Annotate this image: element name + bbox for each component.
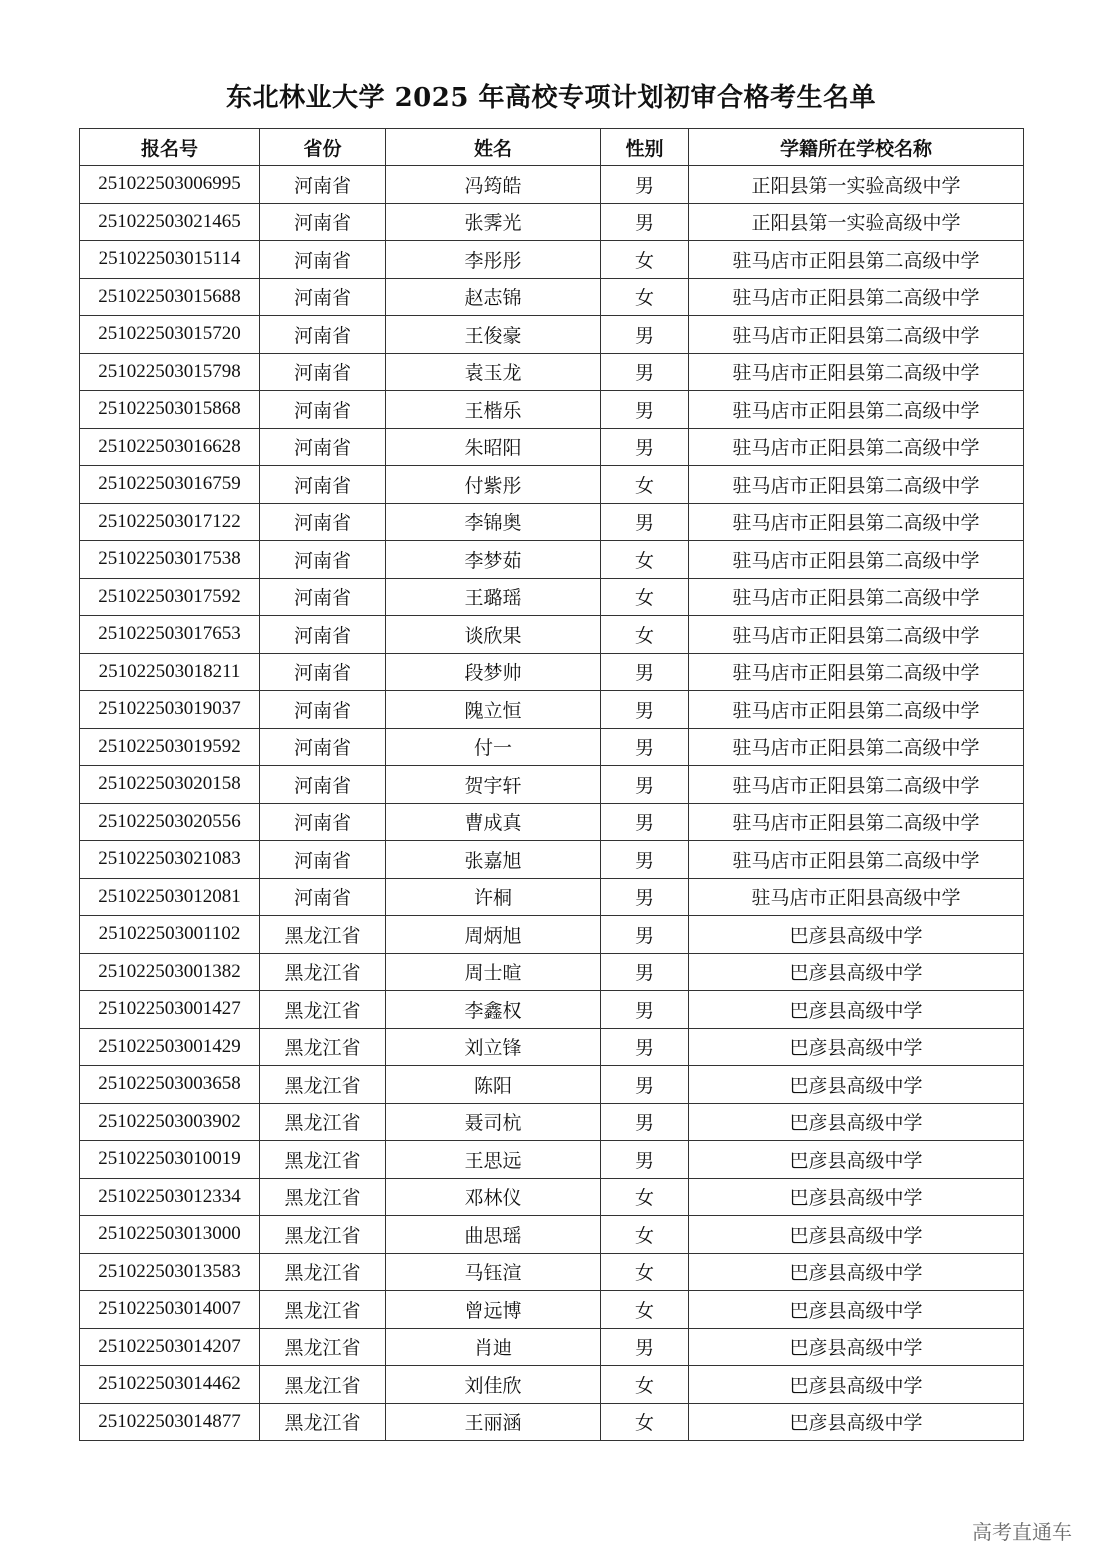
table-body: [80, 166, 1024, 1441]
table-header-row: [80, 129, 1024, 166]
cell-gender: 女: [601, 1291, 689, 1329]
cell-province: 黑龙江省: [260, 1291, 386, 1329]
cell-province: 河南省: [260, 391, 386, 429]
cell-province: 河南省: [260, 616, 386, 654]
table-row: [80, 841, 1024, 879]
cell-school: 巴彦县高级中学: [689, 1178, 1024, 1216]
table-row: [80, 916, 1024, 954]
cell-name: 张嘉旭: [386, 841, 601, 879]
cell-province: 黑龙江省: [260, 1103, 386, 1141]
cell-registration-number: 251022503003658: [80, 1066, 260, 1104]
cell-school: 驻马店市正阳县第二高级中学: [689, 503, 1024, 541]
cell-registration-number: 251022503013583: [80, 1253, 260, 1291]
cell-school: 驻马店市正阳县第二高级中学: [689, 241, 1024, 279]
cell-gender: 男: [601, 728, 689, 766]
cell-province: 黑龙江省: [260, 953, 386, 991]
cell-gender: 女: [601, 1403, 689, 1441]
cell-province: 河南省: [260, 691, 386, 729]
cell-school: 正阳县第一实验高级中学: [689, 203, 1024, 241]
cell-gender: 女: [601, 1216, 689, 1254]
table-row: [80, 203, 1024, 241]
cell-registration-number: 251022503010019: [80, 1141, 260, 1179]
cell-gender: 女: [601, 1178, 689, 1216]
cell-name: 朱昭阳: [386, 428, 601, 466]
cell-registration-number: 251022503012334: [80, 1178, 260, 1216]
cell-name: 刘立锋: [386, 1028, 601, 1066]
cell-province: 黑龙江省: [260, 1253, 386, 1291]
cell-name: 王丽涵: [386, 1403, 601, 1441]
cell-name: 王俊豪: [386, 316, 601, 354]
cell-name: 曲思瑶: [386, 1216, 601, 1254]
cell-registration-number: 251022503021465: [80, 203, 260, 241]
table-row: [80, 953, 1024, 991]
cell-school: 驻马店市正阳县第二高级中学: [689, 728, 1024, 766]
cell-registration-number: 251022503019037: [80, 691, 260, 729]
cell-name: 张霁光: [386, 203, 601, 241]
cell-name: 许桐: [386, 878, 601, 916]
cell-registration-number: 251022503021083: [80, 841, 260, 879]
cell-gender: 男: [601, 203, 689, 241]
table-row: [80, 766, 1024, 804]
cell-name: 聂司杭: [386, 1103, 601, 1141]
cell-province: 河南省: [260, 503, 386, 541]
table-row: [80, 1066, 1024, 1104]
cell-registration-number: 251022503001427: [80, 991, 260, 1029]
table-row: [80, 1028, 1024, 1066]
table-row: [80, 278, 1024, 316]
cell-province: 河南省: [260, 166, 386, 204]
cell-school: 驻马店市正阳县第二高级中学: [689, 353, 1024, 391]
cell-province: 黑龙江省: [260, 916, 386, 954]
cell-gender: 男: [601, 1103, 689, 1141]
cell-gender: 女: [601, 1366, 689, 1404]
cell-gender: 男: [601, 503, 689, 541]
table-row: [80, 353, 1024, 391]
cell-name: 段梦帅: [386, 653, 601, 691]
table-row: [80, 541, 1024, 579]
cell-registration-number: 251022503017538: [80, 541, 260, 579]
table-row: [80, 1253, 1024, 1291]
cell-school: 巴彦县高级中学: [689, 1403, 1024, 1441]
cell-school: 巴彦县高级中学: [689, 1216, 1024, 1254]
cell-school: 巴彦县高级中学: [689, 1366, 1024, 1404]
cell-gender: 男: [601, 803, 689, 841]
cell-name: 冯筠皓: [386, 166, 601, 204]
cell-gender: 男: [601, 841, 689, 879]
column-header-registration-number: 报名号: [80, 129, 260, 166]
cell-registration-number: 251022503014007: [80, 1291, 260, 1329]
cell-school: 驻马店市正阳县第二高级中学: [689, 428, 1024, 466]
table-row: [80, 466, 1024, 504]
cell-province: 黑龙江省: [260, 1403, 386, 1441]
cell-province: 黑龙江省: [260, 1178, 386, 1216]
column-header-school: 学籍所在学校名称: [689, 129, 1024, 166]
cell-school: 驻马店市正阳县第二高级中学: [689, 691, 1024, 729]
cell-registration-number: 251022503014207: [80, 1328, 260, 1366]
cell-school: 驻马店市正阳县第二高级中学: [689, 316, 1024, 354]
cell-province: 黑龙江省: [260, 1328, 386, 1366]
table-row: [80, 728, 1024, 766]
cell-gender: 男: [601, 953, 689, 991]
cell-name: 袁玉龙: [386, 353, 601, 391]
cell-gender: 男: [601, 653, 689, 691]
cell-province: 河南省: [260, 466, 386, 504]
cell-school: 驻马店市正阳县第二高级中学: [689, 541, 1024, 579]
cell-registration-number: 251022503006995: [80, 166, 260, 204]
cell-school: 驻马店市正阳县第二高级中学: [689, 278, 1024, 316]
cell-name: 李鑫权: [386, 991, 601, 1029]
cell-school: 巴彦县高级中学: [689, 1291, 1024, 1329]
column-header-province: 省份: [260, 129, 386, 166]
cell-gender: 男: [601, 916, 689, 954]
cell-school: 正阳县第一实验高级中学: [689, 166, 1024, 204]
cell-province: 河南省: [260, 316, 386, 354]
table-row: [80, 503, 1024, 541]
table-row: [80, 691, 1024, 729]
cell-school: 驻马店市正阳县高级中学: [689, 878, 1024, 916]
cell-school: 驻马店市正阳县第二高级中学: [689, 766, 1024, 804]
cell-province: 黑龙江省: [260, 1028, 386, 1066]
cell-school: 巴彦县高级中学: [689, 1103, 1024, 1141]
cell-registration-number: 251022503001382: [80, 953, 260, 991]
cell-gender: 男: [601, 428, 689, 466]
cell-name: 周士暄: [386, 953, 601, 991]
cell-name: 邓林仪: [386, 1178, 601, 1216]
table-row: [80, 578, 1024, 616]
cell-registration-number: 251022503015798: [80, 353, 260, 391]
cell-school: 驻马店市正阳县第二高级中学: [689, 466, 1024, 504]
cell-registration-number: 251022503015688: [80, 278, 260, 316]
cell-school: 巴彦县高级中学: [689, 916, 1024, 954]
cell-name: 马钰渲: [386, 1253, 601, 1291]
cell-province: 黑龙江省: [260, 1141, 386, 1179]
cell-name: 王璐瑶: [386, 578, 601, 616]
cell-registration-number: 251022503014877: [80, 1403, 260, 1441]
cell-gender: 男: [601, 1141, 689, 1179]
table-row: [80, 1103, 1024, 1141]
cell-province: 河南省: [260, 803, 386, 841]
cell-school: 巴彦县高级中学: [689, 1253, 1024, 1291]
cell-gender: 女: [601, 241, 689, 279]
cell-name: 李锦奥: [386, 503, 601, 541]
cell-name: 隗立恒: [386, 691, 601, 729]
cell-school: 驻马店市正阳县第二高级中学: [689, 391, 1024, 429]
cell-registration-number: 251022503020556: [80, 803, 260, 841]
column-header-gender: 性别: [601, 129, 689, 166]
cell-gender: 女: [601, 578, 689, 616]
cell-gender: 女: [601, 541, 689, 579]
cell-province: 河南省: [260, 278, 386, 316]
cell-province: 河南省: [260, 653, 386, 691]
cell-gender: 女: [601, 616, 689, 654]
cell-province: 河南省: [260, 241, 386, 279]
cell-registration-number: 251022503016759: [80, 466, 260, 504]
column-header-name: 姓名: [386, 129, 601, 166]
table-row: [80, 803, 1024, 841]
table-row: [80, 241, 1024, 279]
table-row: [80, 1141, 1024, 1179]
cell-gender: 女: [601, 1253, 689, 1291]
page-title: 东北林业大学 2025 年高校专项计划初审合格考生名单: [226, 83, 876, 113]
table-row: [80, 991, 1024, 1029]
cell-registration-number: 251022503003902: [80, 1103, 260, 1141]
cell-province: 黑龙江省: [260, 1366, 386, 1404]
cell-gender: 女: [601, 278, 689, 316]
cell-name: 贺宇轩: [386, 766, 601, 804]
table-row: [80, 1403, 1024, 1441]
candidate-table: [79, 128, 1024, 1441]
cell-gender: 男: [601, 391, 689, 429]
cell-registration-number: 251022503015114: [80, 241, 260, 279]
cell-school: 巴彦县高级中学: [689, 1028, 1024, 1066]
cell-name: 王思远: [386, 1141, 601, 1179]
cell-province: 黑龙江省: [260, 1066, 386, 1104]
table-row: [80, 1216, 1024, 1254]
cell-name: 曾远博: [386, 1291, 601, 1329]
cell-province: 河南省: [260, 353, 386, 391]
cell-school: 巴彦县高级中学: [689, 953, 1024, 991]
cell-province: 河南省: [260, 428, 386, 466]
cell-school: 驻马店市正阳县第二高级中学: [689, 578, 1024, 616]
cell-registration-number: 251022503017122: [80, 503, 260, 541]
cell-registration-number: 251022503014462: [80, 1366, 260, 1404]
cell-school: 驻马店市正阳县第二高级中学: [689, 616, 1024, 654]
cell-province: 河南省: [260, 728, 386, 766]
cell-gender: 男: [601, 766, 689, 804]
cell-name: 李梦茹: [386, 541, 601, 579]
cell-province: 河南省: [260, 541, 386, 579]
cell-gender: 男: [601, 1328, 689, 1366]
cell-name: 陈阳: [386, 1066, 601, 1104]
table-row: [80, 1178, 1024, 1216]
cell-province: 河南省: [260, 578, 386, 616]
cell-school: 驻马店市正阳县第二高级中学: [689, 803, 1024, 841]
cell-registration-number: 251022503017653: [80, 616, 260, 654]
table-row: [80, 166, 1024, 204]
cell-gender: 男: [601, 991, 689, 1029]
cell-registration-number: 251022503001429: [80, 1028, 260, 1066]
cell-province: 河南省: [260, 766, 386, 804]
cell-name: 付紫彤: [386, 466, 601, 504]
table-row: [80, 1291, 1024, 1329]
cell-school: 巴彦县高级中学: [689, 1066, 1024, 1104]
cell-registration-number: 251022503019592: [80, 728, 260, 766]
cell-gender: 女: [601, 466, 689, 504]
cell-registration-number: 251022503013000: [80, 1216, 260, 1254]
table-row: [80, 878, 1024, 916]
table-row: [80, 653, 1024, 691]
cell-province: 黑龙江省: [260, 991, 386, 1029]
table-row: [80, 316, 1024, 354]
watermark-logo-text: 高考直通车: [972, 1520, 1072, 1544]
cell-registration-number: 251022503016628: [80, 428, 260, 466]
table-row: [80, 428, 1024, 466]
cell-school: 巴彦县高级中学: [689, 991, 1024, 1029]
cell-province: 黑龙江省: [260, 1216, 386, 1254]
cell-gender: 男: [601, 1028, 689, 1066]
cell-registration-number: 251022503020158: [80, 766, 260, 804]
cell-school: 驻马店市正阳县第二高级中学: [689, 841, 1024, 879]
cell-school: 巴彦县高级中学: [689, 1328, 1024, 1366]
cell-school: 巴彦县高级中学: [689, 1141, 1024, 1179]
cell-registration-number: 251022503001102: [80, 916, 260, 954]
cell-registration-number: 251022503018211: [80, 653, 260, 691]
cell-name: 李彤彤: [386, 241, 601, 279]
cell-province: 河南省: [260, 203, 386, 241]
cell-gender: 男: [601, 691, 689, 729]
cell-province: 河南省: [260, 878, 386, 916]
cell-name: 肖迪: [386, 1328, 601, 1366]
cell-registration-number: 251022503012081: [80, 878, 260, 916]
cell-name: 刘佳欣: [386, 1366, 601, 1404]
cell-registration-number: 251022503017592: [80, 578, 260, 616]
table-row: [80, 616, 1024, 654]
table-row: [80, 391, 1024, 429]
cell-name: 谈欣果: [386, 616, 601, 654]
cell-province: 河南省: [260, 841, 386, 879]
cell-gender: 男: [601, 1066, 689, 1104]
cell-gender: 男: [601, 166, 689, 204]
table-row: [80, 1366, 1024, 1404]
cell-name: 王楷乐: [386, 391, 601, 429]
cell-registration-number: 251022503015720: [80, 316, 260, 354]
cell-name: 赵志锦: [386, 278, 601, 316]
cell-registration-number: 251022503015868: [80, 391, 260, 429]
cell-gender: 男: [601, 316, 689, 354]
cell-name: 周炳旭: [386, 916, 601, 954]
cell-name: 付一: [386, 728, 601, 766]
cell-gender: 男: [601, 353, 689, 391]
cell-name: 曹成真: [386, 803, 601, 841]
cell-school: 驻马店市正阳县第二高级中学: [689, 653, 1024, 691]
cell-gender: 男: [601, 878, 689, 916]
table-row: [80, 1328, 1024, 1366]
